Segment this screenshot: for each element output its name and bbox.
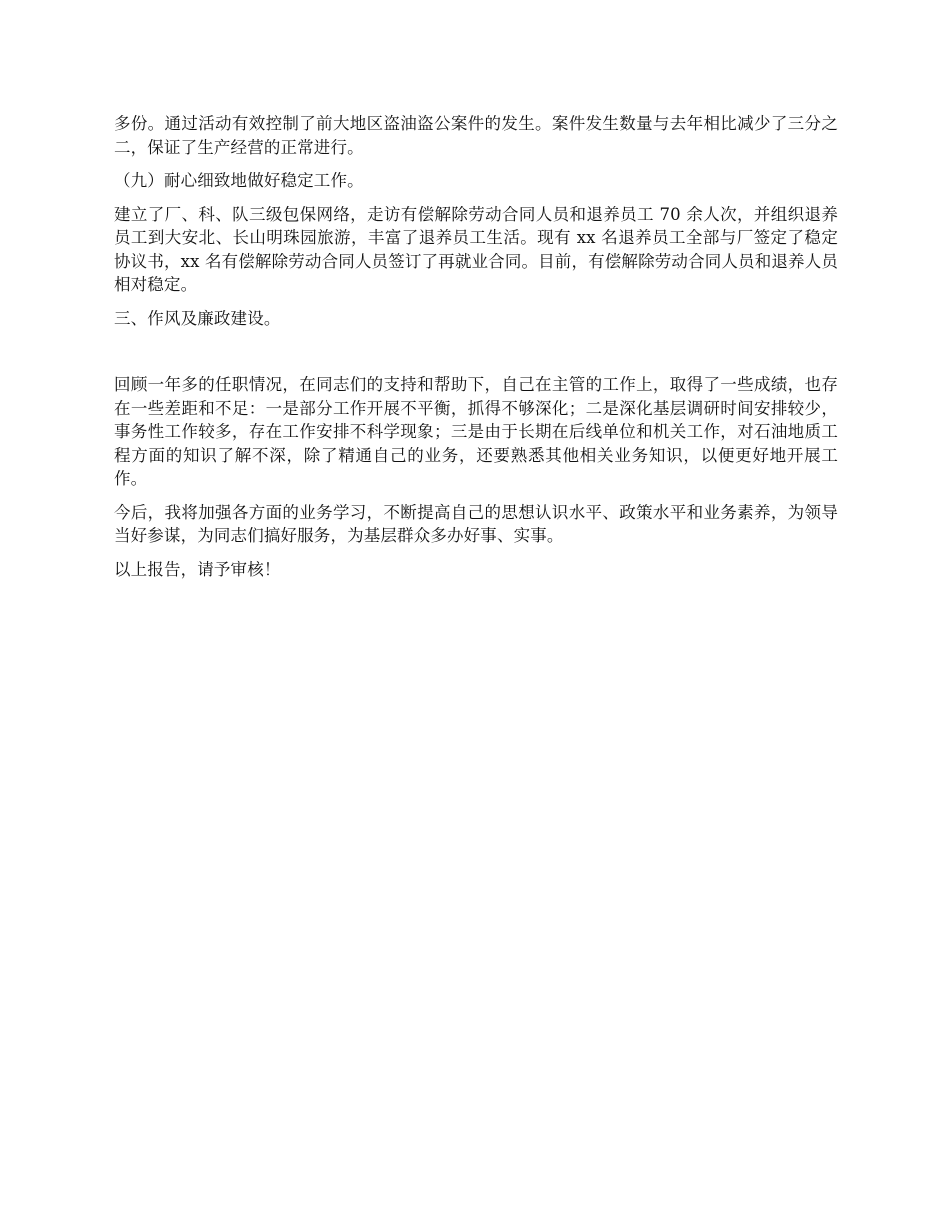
document-body bbox=[114, 112, 838, 591]
paragraph-future-plans: 今后，我将加强各方面的业务学习，不断提高自己的思想认识水平、政策水平和业务素养，为领导当好参谋，为同志们搞好服务，为基层群众多办好事、实事。 bbox=[114, 502, 838, 545]
blank-gap bbox=[114, 340, 838, 373]
paragraph-case-reduction: 多份。通过活动有效控制了前大地区盗油盗公案件的发生。案件发生数量与去年相比减少了三分之二，保证了生产经营的正常进行。 bbox=[114, 114, 838, 157]
paragraph-stability-work: 建立了厂、科、队三级包保网络，走访有偿解除劳动合同人员和退养员工 70 余人次，并组织退养员工到大安北、长山明珠园旅游，丰富了退养员工生活。现有 xx 名退养员工全部与厂签定了稳定协议书，xx 名有偿解除劳动合同人员签订了再就业合同。目前，有偿解除劳动合同人员和退养人员相对稳定。 bbox=[114, 204, 838, 294]
section-heading-conduct: 三、作风及廉政建设。 bbox=[114, 308, 281, 328]
paragraph-review: 回顾一年多的任职情况，在同志们的支持和帮助下，自己在主管的工作上，取得了一些成绩，也存在一些差距和不足：一是部分工作开展不平衡，抓得不够深化；二是深化基层调研时间安排较少，事务性工作较多，存在工作安排不科学现象；三是由于长期在后线单位和机关工作，对石油地质工程方面的知识了解不深，除了精通自己的业务，还要熟悉其他相关业务知识，以便更好地开展工作。 bbox=[114, 375, 838, 488]
closing-line: 以上报告，请予审核！ bbox=[114, 559, 281, 579]
section-heading-stability: （九）耐心细致地做好稳定工作。 bbox=[114, 171, 364, 190]
